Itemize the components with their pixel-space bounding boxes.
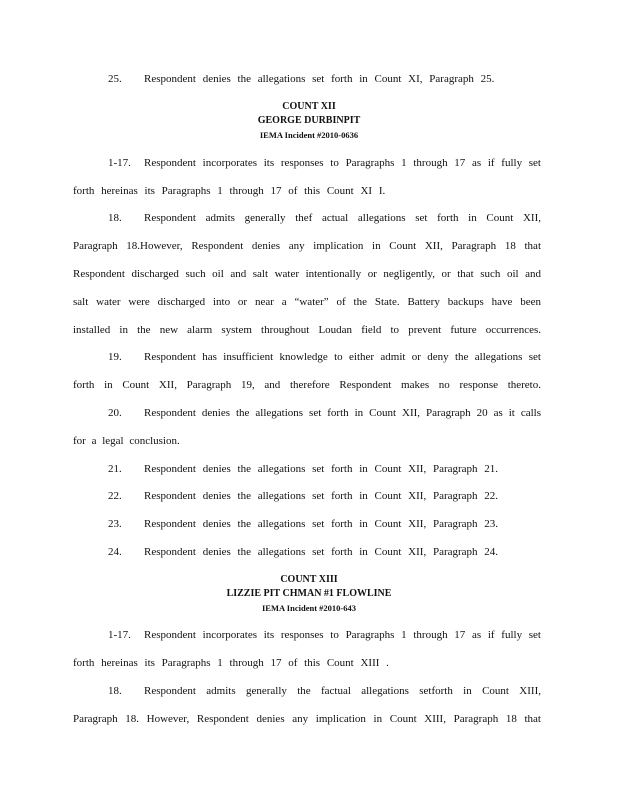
paragraph-text: Respondent denies the allegations set forth in Count XII, Paragraph 23. [144,518,499,530]
paragraph-text: Respondent has insufficient knowledge to either admit or deny the allegations set [144,351,541,363]
paragraph-1-17-xiii [108,628,541,642]
count-xii-heading: COUNT XII [282,101,336,112]
paragraph-21-xii [108,462,541,476]
count-xiii-incident: IEMA Incident #2010-643 [262,603,356,613]
paragraph-text: Respondent denies the allegations set forth in Count XII, Paragraph 21. [144,463,499,475]
paragraph-number: 20. [108,407,122,419]
paragraph-number: 25. [108,73,122,85]
paragraph-text: Respondent incorporates its responses to Paragraphs 1 through 17 as if fully set [144,157,541,169]
paragraph-text: Respondent denies the allegations set forth in Count XII, Paragraph 20 as it calls [144,407,541,419]
paragraph-19-xii [108,350,541,364]
paragraph-20-xii [108,406,541,420]
paragraph-text: Respondent admits generally thef actual allegations set forth in Count XII, [144,212,541,224]
paragraph-line: Respondent discharged such oil and salt water intentionally or negligently, or that such oil and [73,268,541,280]
paragraph-number: 24. [108,546,122,558]
paragraph-text: Respondent denies the allegations set forth in Count XII, Paragraph 22. [144,490,499,502]
paragraph-text: Respondent incorporates its responses to Paragraphs 1 through 17 as if fully set [144,629,541,641]
paragraph-23-xii [108,517,541,531]
paragraph-line: salt water were discharged into or near a “water” of the State. Battery backups have been [73,296,541,308]
paragraph-number: 22. [108,490,122,502]
paragraph-line: Paragraph 18. However, Respondent denies any implication in Count XIII, Paragraph 18 that [73,713,541,725]
paragraph-line: for a legal conclusion. [73,435,180,447]
paragraph-text: Respondent denies the allegations set forth in Count XI, Paragraph 25. [144,73,495,85]
paragraph-24-xii [108,545,541,559]
paragraph-line: forth in Count XII, Paragraph 19, and therefore Respondent makes no response thereto. [73,379,541,391]
paragraph-number: 21. [108,463,122,475]
count-xii-site: GEORGE DURBINPIT [257,115,361,126]
paragraph-line: Paragraph 18.However, Respondent denies any implication in Count XII, Paragraph 18 that [73,240,541,252]
paragraph-line: forth hereinas its Paragraphs 1 through 17 of this Count XI I. [73,185,386,197]
count-xiii-site: LIZZIE PIT CHMAN #1 FLOWLINE [226,588,392,599]
paragraph-line: forth hereinas its Paragraphs 1 through 17 of this Count XIII . [73,657,389,669]
paragraph-line: installed in the new alarm system throughout Loudan field to prevent future occurrences. [73,324,541,336]
count-xii-incident: IEMA Incident #2010-0636 [259,130,359,140]
count-xiii-heading: COUNT XIII [280,574,338,585]
paragraph-1-17-xii [108,156,541,170]
paragraph-18-xii [108,211,541,225]
paragraph-25 [108,72,541,86]
paragraph-number: 23. [108,518,122,530]
paragraph-number: 18. [108,212,122,224]
paragraph-number: 18. [108,685,122,697]
paragraph-number: 19. [108,351,122,363]
paragraph-text: Respondent admits generally the factual allegations setforth in Count XIII, [144,685,541,697]
paragraph-text: Respondent denies the allegations set forth in Count XII, Paragraph 24. [144,546,499,558]
paragraph-18-xiii [108,684,541,698]
paragraph-number: 1-17. [108,629,131,641]
paragraph-22-xii [108,489,541,503]
paragraph-number: 1-17. [108,157,131,169]
